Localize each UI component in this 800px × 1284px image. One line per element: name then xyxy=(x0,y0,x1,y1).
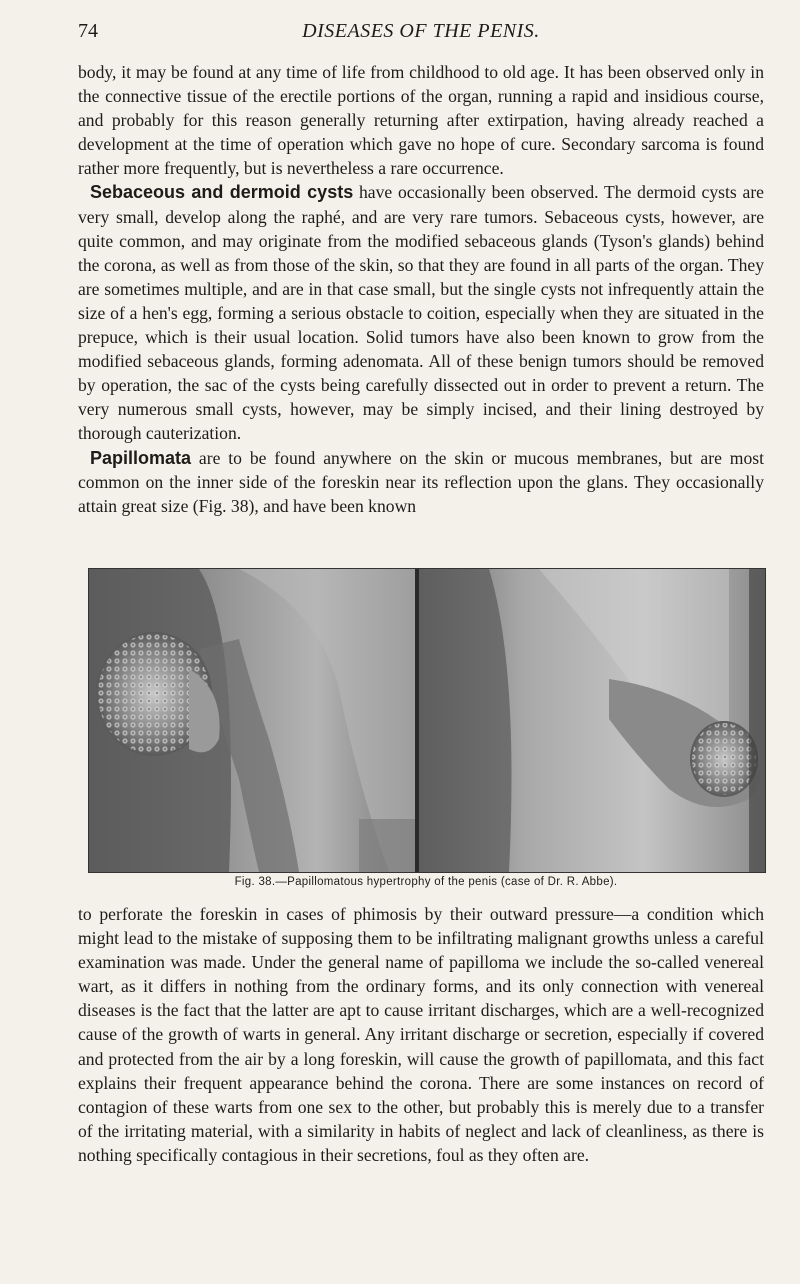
paragraph-papillomata xyxy=(78,446,764,518)
heading-cysts: Sebaceous and dermoid cysts xyxy=(90,182,354,203)
top-text-block xyxy=(78,60,764,518)
paragraph-papillomata-body: are to be found anywhere on the skin or mucous membranes, but are most common on the inner side of the foreskin near its reflection upon the glans. They occasionally attain great size (Fig. 38), and have been known xyxy=(78,447,764,516)
page-header xyxy=(78,20,764,50)
paragraph-cysts-body: have occasionally been observed. The dermoid cysts are very small, develop along the raphé, and are very rare tumors. Sebaceous cysts, however, are quite common, and may originate from the modified sebaceous glands (Tyson's glands) behind the corona, as well as from those of the skin, so that they are found in all parts of the organ. They are sometimes multiple, and are in that case small, but the single cysts not infrequently attain the size of a hen's egg, forming a serious obstacle to coition, especially when they are situated in the prepuce, which is their usual location. Solid tumors have also been known to grow from the modified sebaceous glands, forming adenomata. All of these benign tumors should be removed by operation, the sac of the cysts being carefully dissected out in order to prevent a return. The very numerous small cysts, however, may be simply incised, and their lining destroyed by thorough cauterization. xyxy=(78,182,764,444)
paragraph-perforate: to perforate the foreskin in cases of phimosis by their outward pressure—a condition which might lead to the mistake of supposing them to be infiltrating malignant growths unless a careful examination was made. Under the general name of papilloma we include the so-called venereal wart, as it differs in nothing from the ordinary forms, and its only connection with venereal diseases is the fact that the latter are apt to cause irritant discharges, which are a well-recognized cause of the growth of warts in general. Any irritant discharge or secretion, especially if covered and protected from the air by a long foreskin, will cause the growth of papillomata, and this fact explains their frequent appearance behind the corona. There are some instances on record of contagion of these warts from one sex to the other, but probably this is merely due to a transfer of the irritating material, with a similarity in habits of neglect and lack of cleanliness, as there is nothing specifically contagious in their secretions, foul as they often are. xyxy=(78,904,764,1165)
bottom-text-block xyxy=(78,902,764,1167)
page-number: 74 xyxy=(78,20,98,42)
paragraph-cysts xyxy=(78,180,764,445)
paragraph-sarcoma: body, it may be found at any time of life from childhood to old age. It has been observed only in the connective tissue of the erectile portions of the organ, running a rapid and insidious course, and probably for this reason generally returning after extirpation, having already reached a development at the time of operation which gave no hope of cure. Secondary sarcoma is found rather more frequently, but is nevertheless a rare occurrence. xyxy=(78,62,764,179)
figure-photograph xyxy=(88,568,766,873)
heading-papillomata: Papillomata xyxy=(90,447,192,468)
clinical-photo-illustration xyxy=(89,569,765,872)
running-title: DISEASES OF THE PENIS. xyxy=(302,20,540,42)
figure-caption: Fig. 38.—Papillomatous hypertrophy of the penis (case of Dr. R. Abbe). xyxy=(234,876,618,888)
